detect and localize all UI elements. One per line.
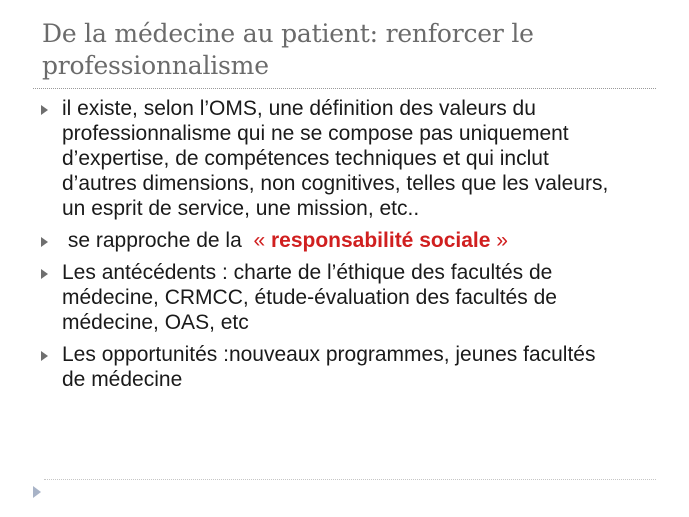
bullet-4-line-2: de médecine [62,368,183,391]
bullet-item-antecedents [38,260,668,335]
triangle-footer-icon [33,486,41,498]
bullet-item-social-responsibility [38,228,668,253]
title-divider [33,88,656,89]
bullet-list [38,96,668,399]
title-line-1: De la médecine au patient: renforcer le [42,19,534,48]
bullet-1-line-4: d’autres dimensions, non cognitives, telles que les valeurs, [62,172,609,195]
triangle-bullet-icon [41,269,48,279]
bullet-1-line-3: d’expertise, de compétences techniques et qui inclut [62,147,549,170]
bullet-1-line-1: il existe, selon l’OMS, une définition des valeurs du [62,97,536,120]
highlight-strong-text: responsabilité sociale [270,229,491,252]
footer-divider [44,479,656,480]
bullet-item-opportunities [38,342,668,392]
social-responsibility-highlight [248,229,508,252]
highlight-close-quote: » [490,229,508,252]
bullet-1-line-2: professionnalisme qui ne se compose pas uniquement [62,122,569,145]
triangle-bullet-icon [41,105,48,115]
highlight-open-quote: « [247,229,271,252]
bullet-item-oms-definition [38,96,668,221]
bullet-2-prefix: se rapproche de la [62,229,248,252]
title-line-2: professionnalisme [42,51,269,80]
triangle-bullet-icon [41,237,48,247]
triangle-bullet-icon [41,351,48,361]
bullet-1-line-5: un esprit de service, une mission, etc.. [62,197,420,220]
bullet-3-line-3: médecine, OAS, etc [62,311,249,334]
bullet-3-line-2: médecine, CRMCC, étude-évaluation des facultés de [62,286,557,309]
bullet-4-line-1: Les opportunités :nouveaux programmes, jeunes facultés [62,343,596,366]
bullet-2-line-1 [62,228,668,253]
slide-title [42,18,662,82]
bullet-3-line-1: Les antécédents : charte de l’éthique des facultés de [62,261,553,284]
